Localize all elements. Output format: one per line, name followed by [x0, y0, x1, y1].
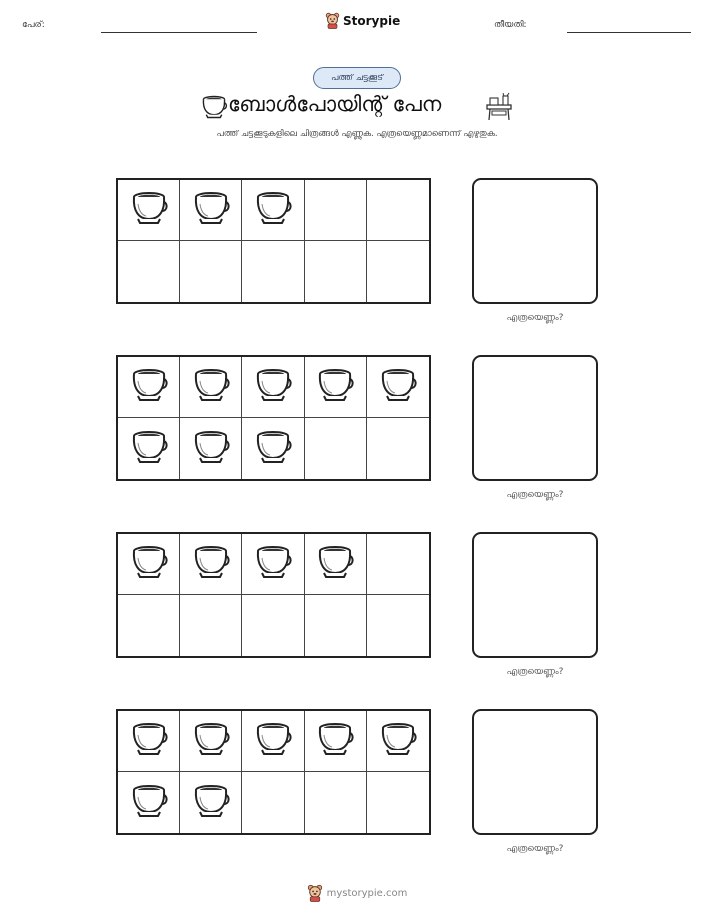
frame-cell [118, 711, 180, 772]
frame-cell [180, 418, 242, 479]
answer-prompt-2: എത്രയെണ്ണം? [506, 490, 564, 500]
frame-cell [180, 534, 242, 595]
pot-icon [191, 366, 231, 408]
frame-cell [367, 595, 429, 656]
pot-icon [253, 543, 293, 585]
answer-box-1[interactable] [472, 178, 598, 304]
frame-cell [242, 357, 304, 418]
frame-cell [367, 241, 429, 302]
frame-cell [242, 418, 304, 479]
frame-cell [180, 772, 242, 833]
frame-cell [242, 595, 304, 656]
pot-icon [315, 720, 355, 762]
frame-cell [242, 711, 304, 772]
frame-cell [242, 241, 304, 302]
pot-icon [315, 366, 355, 408]
frame-cell [118, 418, 180, 479]
answer-prompt-1: എത്രയെണ്ണം? [506, 313, 564, 323]
pot-icon [253, 366, 293, 408]
frame-cell [180, 711, 242, 772]
frame-cell [367, 180, 429, 241]
pot-icon [191, 189, 231, 231]
frame-cell [367, 357, 429, 418]
pot-icon [129, 189, 169, 231]
pot-icon [200, 94, 228, 120]
storypie-logo [325, 12, 400, 29]
desk-icon [484, 92, 514, 122]
pot-icon [378, 720, 418, 762]
answer-box-2[interactable] [472, 355, 598, 481]
frame-cell [305, 595, 367, 656]
frame-cell [367, 418, 429, 479]
frame-cell [367, 711, 429, 772]
footer-site: mystorypie.com [326, 887, 408, 899]
pot-icon [129, 782, 169, 824]
date-line[interactable] [567, 32, 691, 33]
frame-cell [118, 772, 180, 833]
name-line[interactable] [101, 32, 257, 33]
frame-cell [118, 534, 180, 595]
pot-icon [129, 720, 169, 762]
answer-prompt-4: എത്രയെണ്ണം? [506, 844, 564, 854]
frame-cell [367, 534, 429, 595]
frame-cell [242, 180, 304, 241]
pot-icon [315, 543, 355, 585]
pot-icon [253, 428, 293, 470]
brand-name: Storypie [343, 13, 401, 28]
pot-icon [191, 720, 231, 762]
frame-cell [305, 711, 367, 772]
frame-cell [118, 241, 180, 302]
frame-cell [305, 534, 367, 595]
frame-cell [180, 180, 242, 241]
name-label: പേര്: [22, 20, 45, 30]
bear-icon [325, 12, 340, 29]
ten-frame-2 [116, 355, 431, 481]
answer-box-3[interactable] [472, 532, 598, 658]
frame-cell [118, 180, 180, 241]
frame-cell [305, 772, 367, 833]
title-row [0, 92, 714, 124]
date-label: തീയതി: [494, 20, 527, 30]
pot-icon [191, 782, 231, 824]
pot-icon [253, 189, 293, 231]
pot-icon [129, 428, 169, 470]
page-title: ബോൾപോയിന്റ് പേന [228, 92, 442, 116]
frame-cell [305, 180, 367, 241]
ten-frame-3 [116, 532, 431, 658]
frame-cell [118, 595, 180, 656]
frame-cell [305, 241, 367, 302]
frame-cell [305, 357, 367, 418]
frame-cell [180, 241, 242, 302]
bear-icon [307, 884, 323, 902]
pot-icon [191, 543, 231, 585]
answer-box-4[interactable] [472, 709, 598, 835]
frame-cell [305, 418, 367, 479]
answer-prompt-3: എത്രയെണ്ണം? [506, 667, 564, 677]
ten-frame-1 [116, 178, 431, 304]
pot-icon [253, 720, 293, 762]
topic-badge: പത്ത് ചട്ടക്കൂട് [313, 67, 401, 89]
frame-cell [367, 772, 429, 833]
pot-icon [129, 366, 169, 408]
frame-cell [180, 595, 242, 656]
frame-cell [242, 534, 304, 595]
frame-cell [242, 772, 304, 833]
instructions: പത്ത് ചട്ടക്കൂടുകളിലെ ചിത്രങ്ങൾ എണ്ണുക. എത്രയെണ്ണമാണെന്ന് എഴുതുക. [216, 129, 498, 139]
ten-frame-4 [116, 709, 431, 835]
frame-cell [118, 357, 180, 418]
pot-icon [191, 428, 231, 470]
pot-icon [378, 366, 418, 408]
pot-icon [129, 543, 169, 585]
footer [0, 884, 714, 902]
frame-cell [180, 357, 242, 418]
